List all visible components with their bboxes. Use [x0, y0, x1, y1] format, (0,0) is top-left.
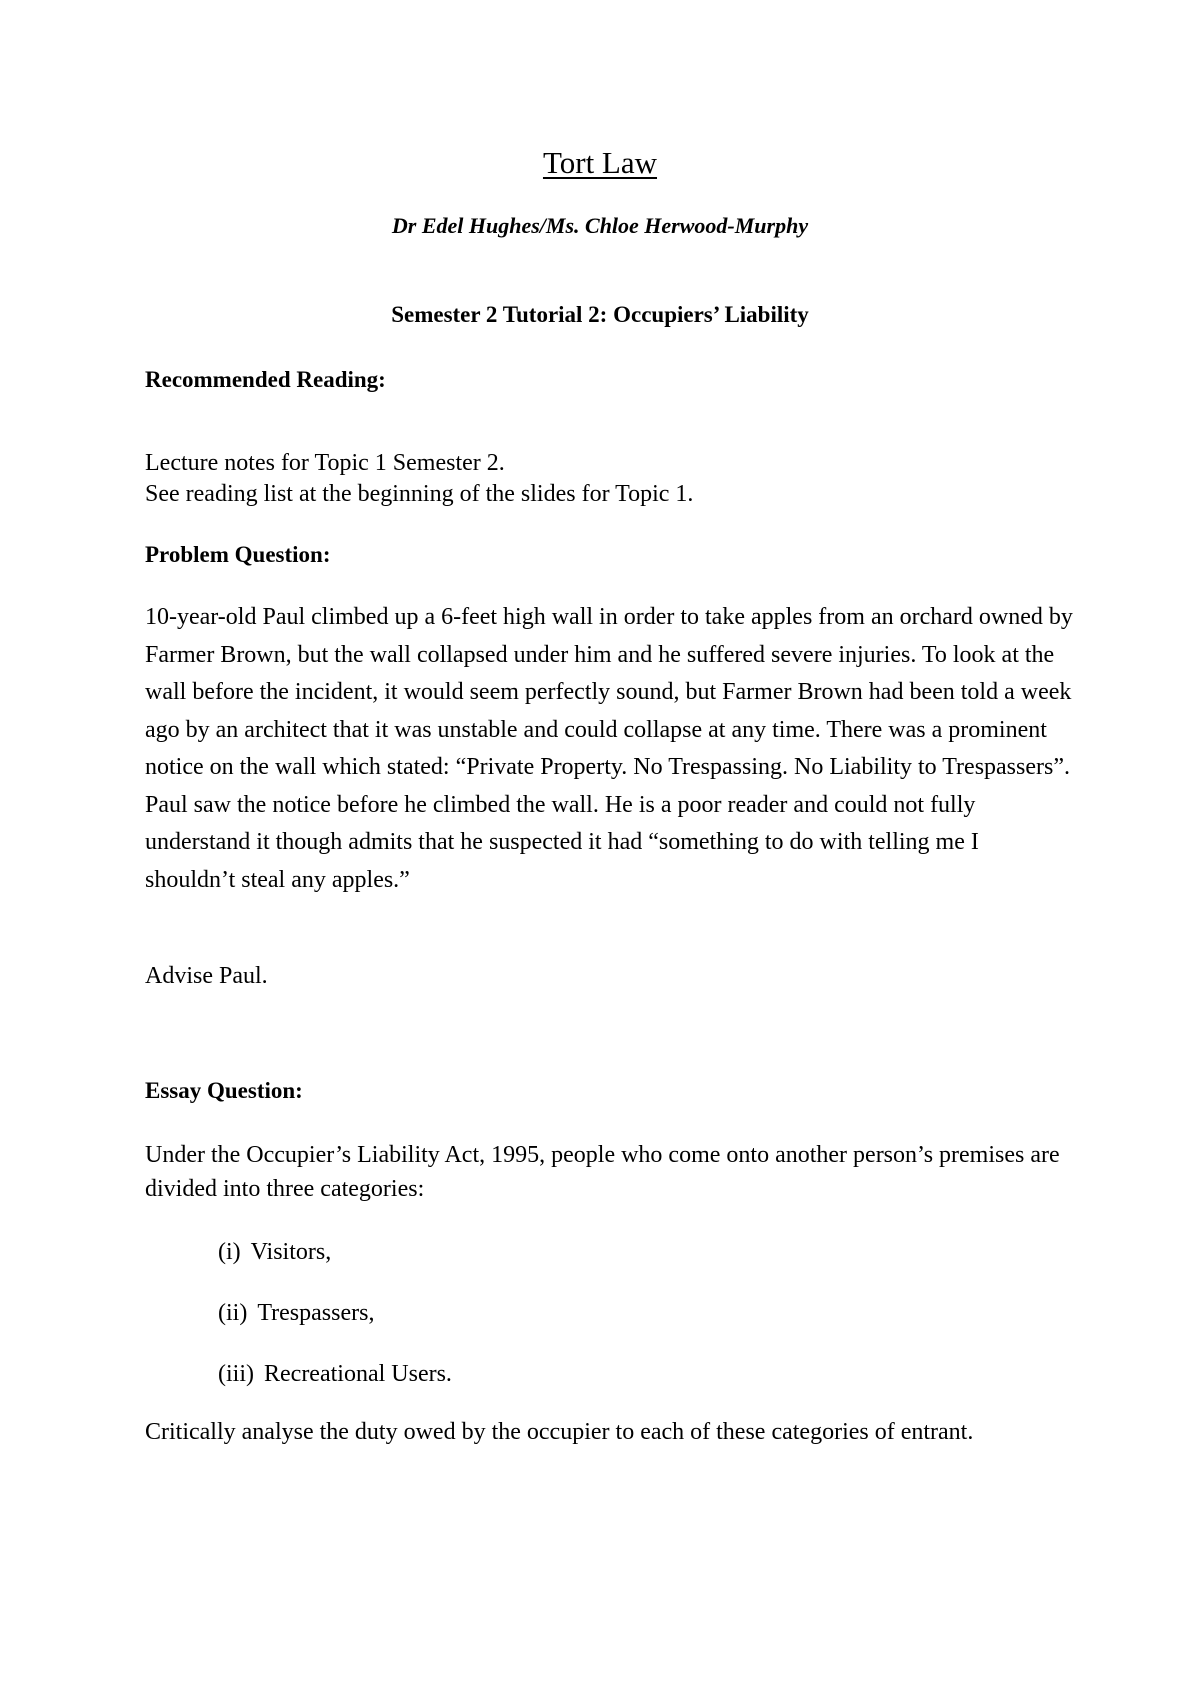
reading-line: See reading list at the beginning of the slides for Topic 1. — [145, 481, 694, 507]
list-item-label: Visitors, — [250, 1239, 332, 1265]
reading-heading: Recommended Reading: — [145, 367, 386, 392]
list-item — [218, 1236, 331, 1268]
essay-intro: Under the Occupier’s Liability Act, 1995, people who come onto another person’s premises are divided into three categories: — [145, 1142, 1060, 1202]
list-item-label: Trespassers, — [257, 1300, 375, 1326]
problem-instruction: Advise Paul. — [145, 963, 268, 989]
essay-task: Critically analyse the duty owed by the occupier to each of these categories of entrant. — [145, 1419, 974, 1445]
list-item — [218, 1297, 374, 1329]
essay-heading: Essay Question: — [145, 1078, 303, 1103]
problem-text: 10-year-old Paul climbed up a 6-feet high wall in order to take apples from an orchard owned by Farmer Brown, but the wall collapsed under him and he suffered severe injuries. To look at the wall before the incident, it would seem perfectly sound, but Farmer Brown had been told a week ago by an architect that it was unstable and could collapse at any time. There was a prominent notice on the wall which stated: “Private Property. No Trespassing. No Liability to Trespassers”. Paul saw the notice before he climbed the wall. He is a poor reader and could not fully understand it though admits that he suspected it had “something to do with telling me I shouldn’t steal any apples.” — [145, 604, 1073, 893]
list-item-number: (i) — [218, 1239, 241, 1265]
list-item-label: Recreational Users. — [264, 1361, 452, 1387]
reading-list — [145, 448, 1075, 510]
document-authors: Dr Edel Hughes/Ms. Chloe Herwood-Murphy — [391, 213, 809, 238]
document-title: Tort Law — [542, 145, 658, 180]
list-item — [218, 1358, 452, 1390]
problem-heading: Problem Question: — [145, 542, 331, 567]
list-item-number: (iii) — [218, 1361, 254, 1387]
reading-line: Lecture notes for Topic 1 Semester 2. — [145, 450, 505, 476]
list-item-number: (ii) — [218, 1300, 248, 1326]
tutorial-subtitle: Semester 2 Tutorial 2: Occupiers’ Liability — [391, 302, 809, 327]
